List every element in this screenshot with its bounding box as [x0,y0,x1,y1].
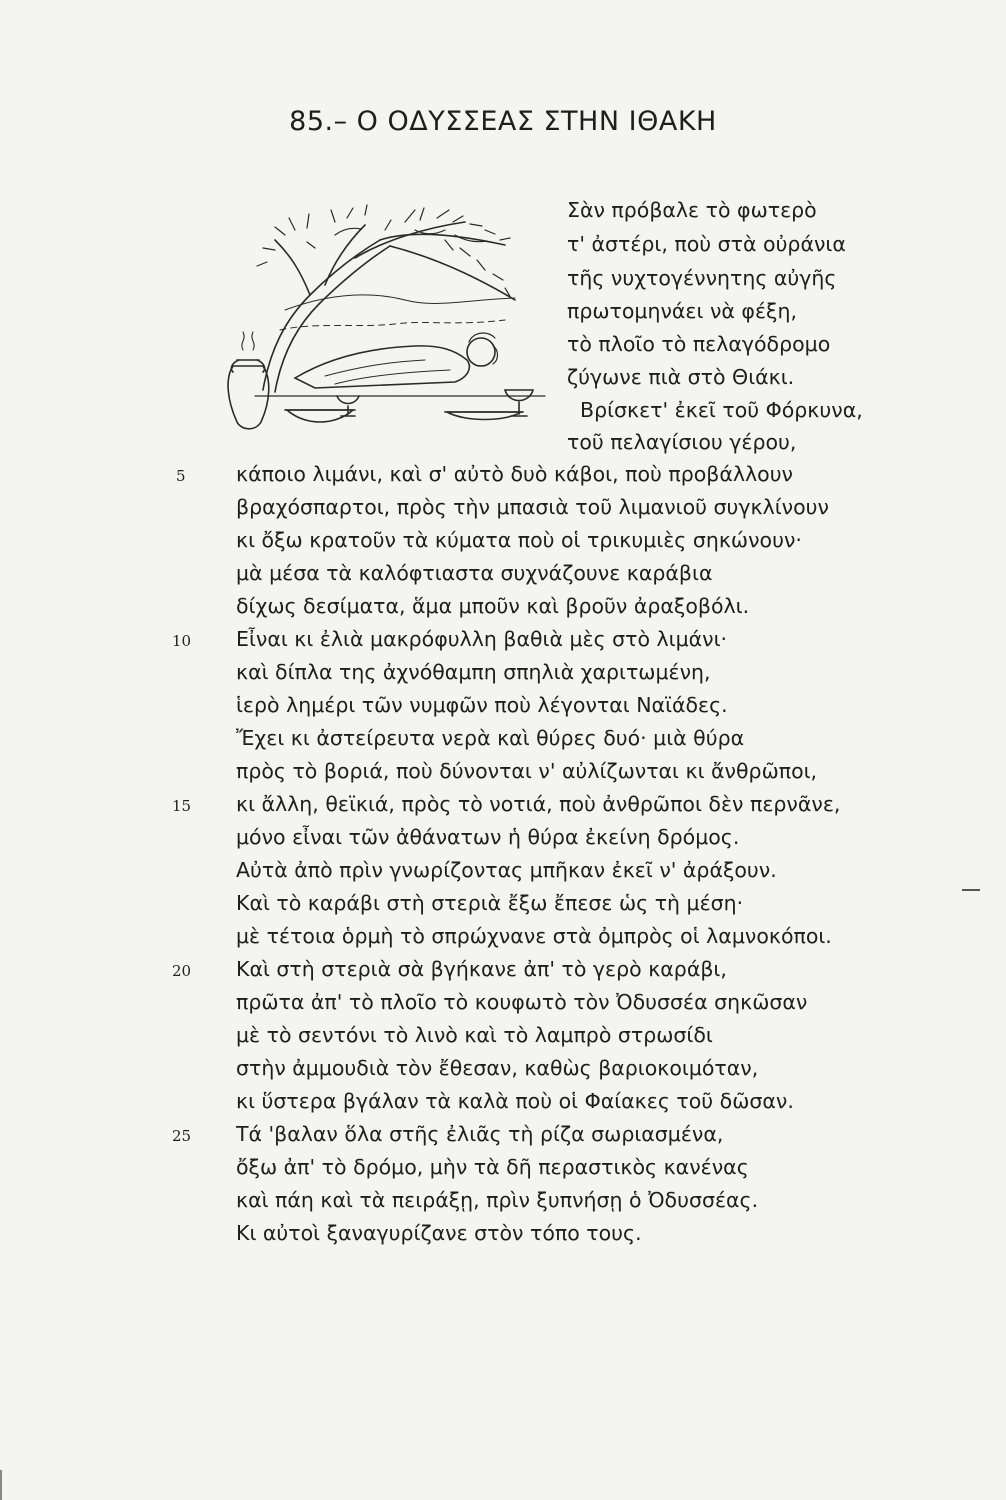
poem-line: βραχόσπαρτοι, πρὸς τὴν μπασιὰ τοῦ λιμανιοῦ συγκλίνουν [236,495,829,519]
poem-line: κι ἄλλη, θεϊκιά, πρὸς τὸ νοτιά, ποὺ ἀνθρῶποι δὲν περνᾶνε, [236,792,841,816]
poem-line: Καὶ στὴ στεριὰ σὰ βγήκανε ἀπ' τὸ γερὸ καράβι, [236,957,727,981]
poem-line: κάποιο λιμάνι, καὶ σ' αὐτὸ δυὸ κάβοι, ποὺ προβάλλουν [236,462,794,486]
poem-line: Σὰν πρόβαλε τὸ φωτερὸ [567,198,817,222]
line-number: 10 [172,632,192,650]
poem-line: μὰ μέσα τὰ καλόφτιαστα συχνάζουνε καράβια [236,561,713,585]
poem-line: Καὶ τὸ καράβι στὴ στεριὰ ἔξω ἔπεσε ὡς τὴ μέση· [236,891,744,915]
poem-line: Κι αὐτοὶ ξαναγυρίζανε στὸν τόπο τους. [236,1221,642,1245]
poem-line: πρωτομηνάει νὰ φέξη, [567,299,797,323]
poem-line: Τά 'βαλαν ὅλα στῆς ἐλιᾶς τὴ ρίζα σωριασμένα, [236,1122,724,1146]
poem-line: πρῶτα ἀπ' τὸ πλοῖο τὸ κουφωτὸ τὸν Ὀδυσσέα σηκῶσαν [236,990,808,1014]
poem-line: Βρίσκετ' ἐκεῖ τοῦ Φόρκυνα, [580,398,863,422]
line-number: 15 [172,797,192,815]
poem-line: μόνο εἶναι τῶν ἀθάνατων ἡ θύρα ἐκείνη δρόμος. [236,825,740,849]
poem-line: καὶ πάη καὶ τὰ πειράξῃ, πρὶν ξυπνήσῃ ὁ Ὀδυσσέας. [236,1188,759,1212]
poem-line: ἱερὸ λημέρι τῶν νυμφῶν ποὺ λέγονται Ναϊάδες. [236,693,728,717]
poem-line: πρὸς τὸ βοριά, ποὺ δύνονται ν' αὐλίζωνται κι ἄνθρῶποι, [236,759,818,783]
poem-line: τ' ἀστέρι, ποὺ στὰ οὐράνια [567,232,846,256]
poem-line: καὶ δίπλα της ἀχνόθαμπη σπηλιὰ χαριτωμένη, [236,660,711,684]
line-number: 20 [172,962,192,980]
poem-line: μὲ τέτοια ὁρμὴ τὸ σπρώχνανε στὰ ὀμπρὸς οἱ λαμνοκόποι. [236,924,832,948]
poem-line: τῆς νυχτογέννητης αὐγῆς [567,266,837,290]
line-number: 5 [176,467,186,485]
poem-line: στὴν ἀμμουδιὰ τὸν ἔθεσαν, καθὼς βαριοκοιμόταν, [236,1056,759,1080]
poem-line: κι ὕστερα βγάλαν τὰ καλὰ ποὺ οἱ Φαίακες τοῦ δῶσαν. [236,1089,794,1113]
poem-line: μὲ τὸ σεντόνι τὸ λινὸ καὶ τὸ λαμπρὸ στρωσίδι [236,1023,713,1047]
scan-mark [962,889,980,891]
poem-line: Ἔχει κι ἀστείρευτα νερὰ καὶ θύρες δυό· μιὰ θύρα [236,726,745,750]
poem-line: κι ὄξω κρατοῦν τὰ κύματα ποὺ οἱ τρικυμιὲς σηκώνουν· [236,528,802,552]
poem-line: Αὐτὰ ἀπὸ πρὶν γνωρίζοντας μπῆκαν ἐκεῖ ν' ἀράξουν. [236,858,777,882]
poem-line: ζύγωνε πιὰ στὸ Θιάκι. [567,365,795,389]
poem-line: τοῦ πελαγίσιου γέρου, [567,430,797,454]
poem-line: ὄξω ἀπ' τὸ δρόμο, μὴν τὰ δῆ περαστικὸς κανένας [236,1155,749,1179]
poem-line: δίχως δεσίματα, ἅμα μποῦν καὶ βροῦν ἀραξοβόλι. [236,594,750,618]
poem-line: Εἶναι κι ἐλιὰ μακρόφυλλη βαθιὰ μὲς στὸ λιμάνι· [236,627,728,651]
poem-line: τὸ πλοῖο τὸ πελαγόδρομο [567,332,831,356]
line-number: 25 [172,1127,192,1145]
scan-mark [0,1470,2,1500]
page-title: 85.– Ο ΟΔΥΣΣΕΑΣ ΣΤΗΝ ΙΘΑΚΗ [289,106,717,137]
